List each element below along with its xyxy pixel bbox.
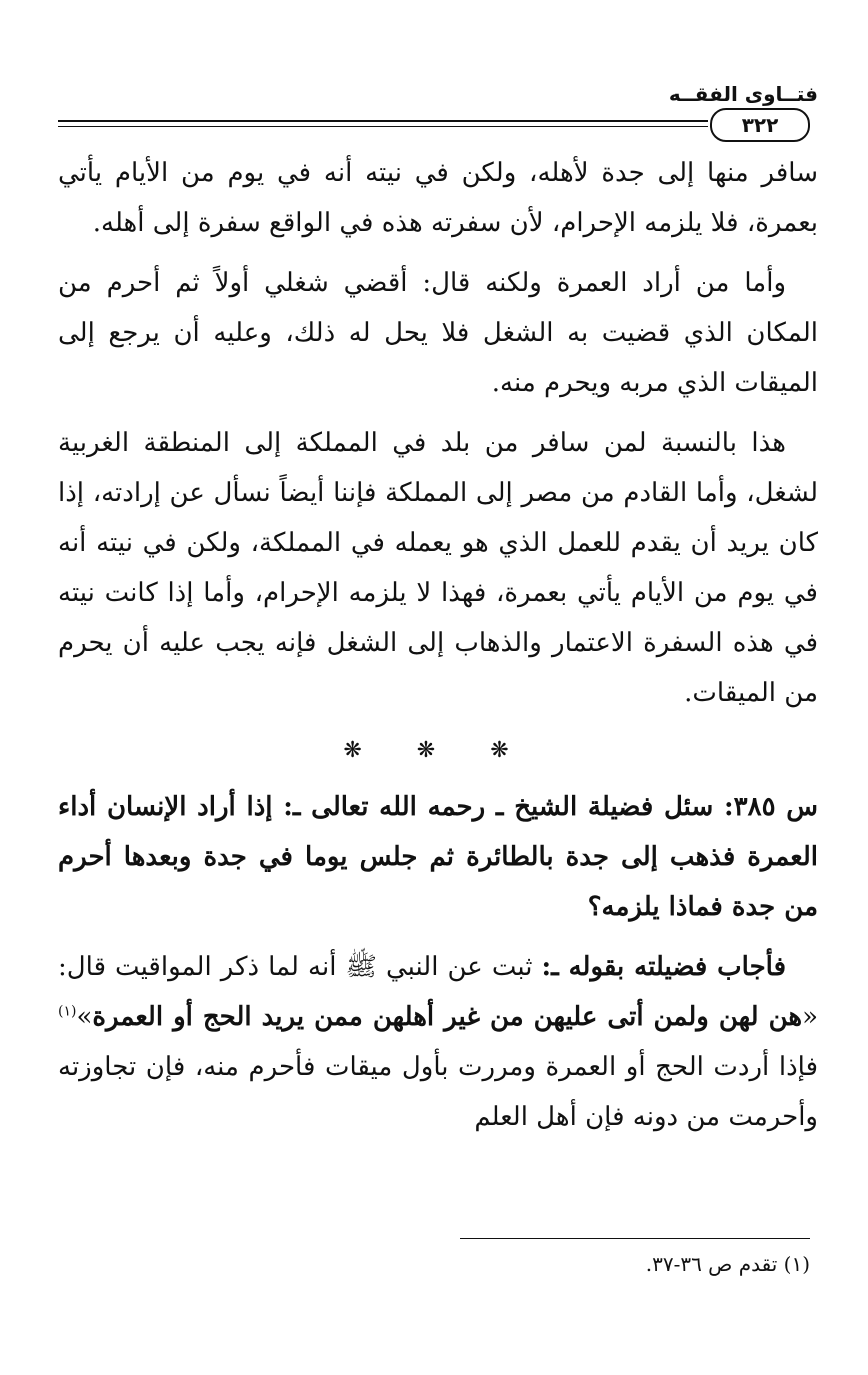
section-separator: ❋ ❋ ❋ xyxy=(343,738,533,763)
paragraph-3: هذا بالنسبة لمن سافر من بلد في المملكة إلى المنطقة الغربية لشغل، وأما القادم من مصر إلى المملكة فإننا أيضاً نسأل عن إرادته، إذا كان يريد أن يقدم للعمل الذي هو يعمله في المملكة، ولكن في نيته أنه في يوم من الأيام يأتي بعمرة، فهذا لا يلزمه الإحرام، وأما إذا كانت نيته في هذه السفرة الاعتمار والذهاب إلى الشغل فإنه يجب عليه أن يحرم من الميقات. xyxy=(58,428,818,708)
answer-text-2: فإذا أردت الحج أو العمرة ومررت بأول ميقات فأحرم منه، فإن تجاوزته وأحرمت من دونه فإن أهل العلم xyxy=(58,1052,818,1132)
hadith-close-quote: » xyxy=(76,1002,93,1032)
question-label: س ٣٨٥: xyxy=(724,792,819,822)
answer-paragraph xyxy=(58,942,818,1142)
footnote: (١) تقدم ص ٣٦-٣٧. xyxy=(645,1252,810,1276)
page-body xyxy=(58,148,818,1152)
running-title: فتــاوى الفقــه xyxy=(668,82,818,106)
answer-lead: فأجاب فضيلته بقوله ـ: xyxy=(541,952,787,982)
question-paragraph xyxy=(58,782,818,932)
answer-text-1: ثبت عن النبي ﷺ أنه لما ذكر المواقيت قال: « xyxy=(58,952,818,1032)
hadith-quote: هن لهن ولمن أتى عليهن من غير أهلهن ممن يريد الحج أو العمرة xyxy=(92,1002,803,1032)
footnote-marker[interactable]: (١) xyxy=(58,1003,77,1020)
page-number: ٣٢٢ xyxy=(710,108,810,142)
paragraph-2: وأما من أراد العمرة ولكنه قال: أقضي شغلي أولاً ثم أحرم من المكان الذي قضيت به الشغل فلا يحل له ذلك، وعليه أن يرجع إلى الميقات الذي مربه ويحرم منه. xyxy=(58,268,818,398)
header-rule xyxy=(58,120,708,122)
paragraph-1: سافر منها إلى جدة لأهله، ولكن في نيته أنه في يوم من الأيام يأتي بعمرة، فلا يلزمه الإحرام، لأن سفرته هذه في الواقع سفرة إلى أهله. xyxy=(58,158,819,238)
header-rule-thin xyxy=(58,126,708,127)
page-header xyxy=(58,82,818,142)
question-text: سئل فضيلة الشيخ ـ رحمه الله تعالى ـ: إذا أراد الإنسان أداء العمرة فذهب إلى جدة بالطائرة ثم جلس يوما في جدة وبعدها أحرم من جدة فماذا يلزمه؟ xyxy=(58,792,818,922)
footnote-rule xyxy=(460,1238,810,1239)
